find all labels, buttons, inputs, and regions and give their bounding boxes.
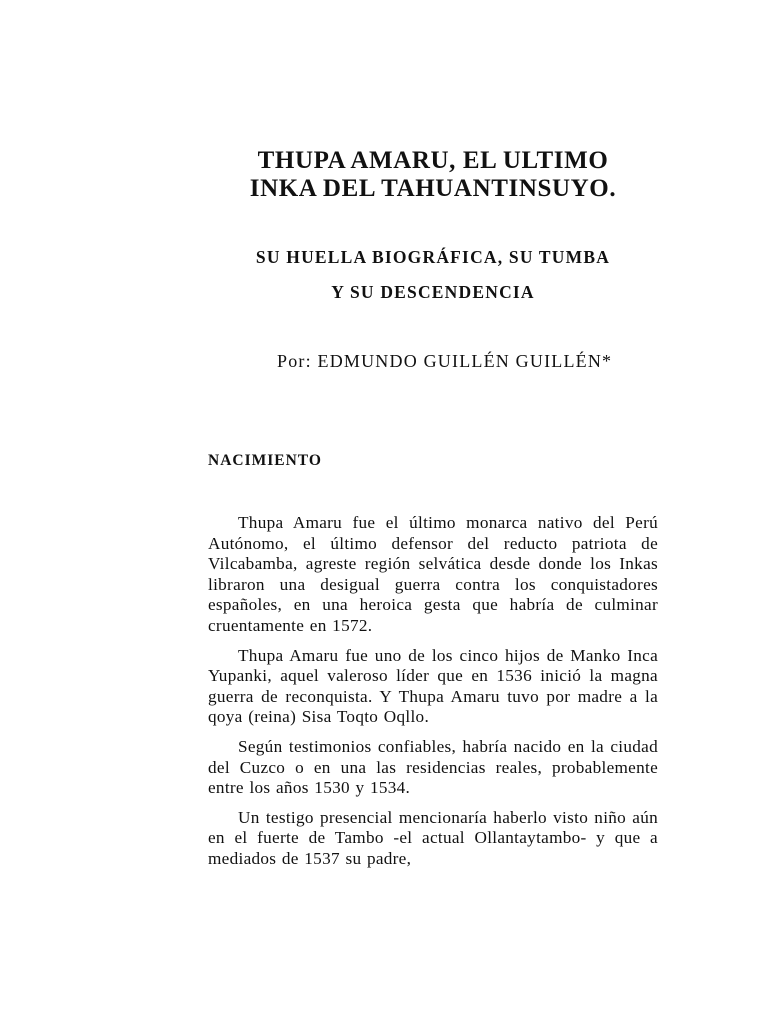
- body-text: [208, 513, 658, 879]
- paragraph-2: Thupa Amaru fue uno de los cinco hijos de Manko Inca Yupanki, aquel valeroso líder que en 1536 inició la magna guerra de reconquista. Y Thupa Amaru tuvo por madre a la qoya (reina) Sisa Toqto Oqllo.: [208, 645, 658, 727]
- document-title: [208, 147, 658, 203]
- section-heading: NACIMIENTO: [208, 452, 322, 469]
- subtitle-line-1: SU HUELLA BIOGRÁFICA, SU TUMBA: [255, 247, 611, 267]
- paragraph-3: Según testimonios confiables, habría nacido en la ciudad del Cuzco o en una las residencias reales, probablemente entre los años 1530 y 1534.: [208, 736, 658, 798]
- subtitle-line-2: Y SU DESCENDENCIA: [331, 282, 535, 302]
- title-line-1: THUPA AMARU, EL ULTIMO: [257, 147, 609, 174]
- title-line-2: INKA DEL TAHUANTINSUYO.: [249, 175, 617, 202]
- paragraph-4: Un testigo presencial mencionaría haberlo visto niño aún en el fuerte de Tambo -el actual Ollantaytambo- y que a mediados de 1537 su padre,: [208, 807, 658, 868]
- author-byline: Por: EDMUNDO GUILLÉN GUILLÉN*: [277, 351, 613, 371]
- paragraph-1: Thupa Amaru fue el último monarca nativo del Perú Autónomo, el último defensor del reducto patriota de Vilcabamba, agreste región selvática desde donde los Inkas libraron una desigual guerra contra los conquistadores españoles, en una heroica gesta que habría de culminar cruentamente en 1572.: [208, 513, 658, 635]
